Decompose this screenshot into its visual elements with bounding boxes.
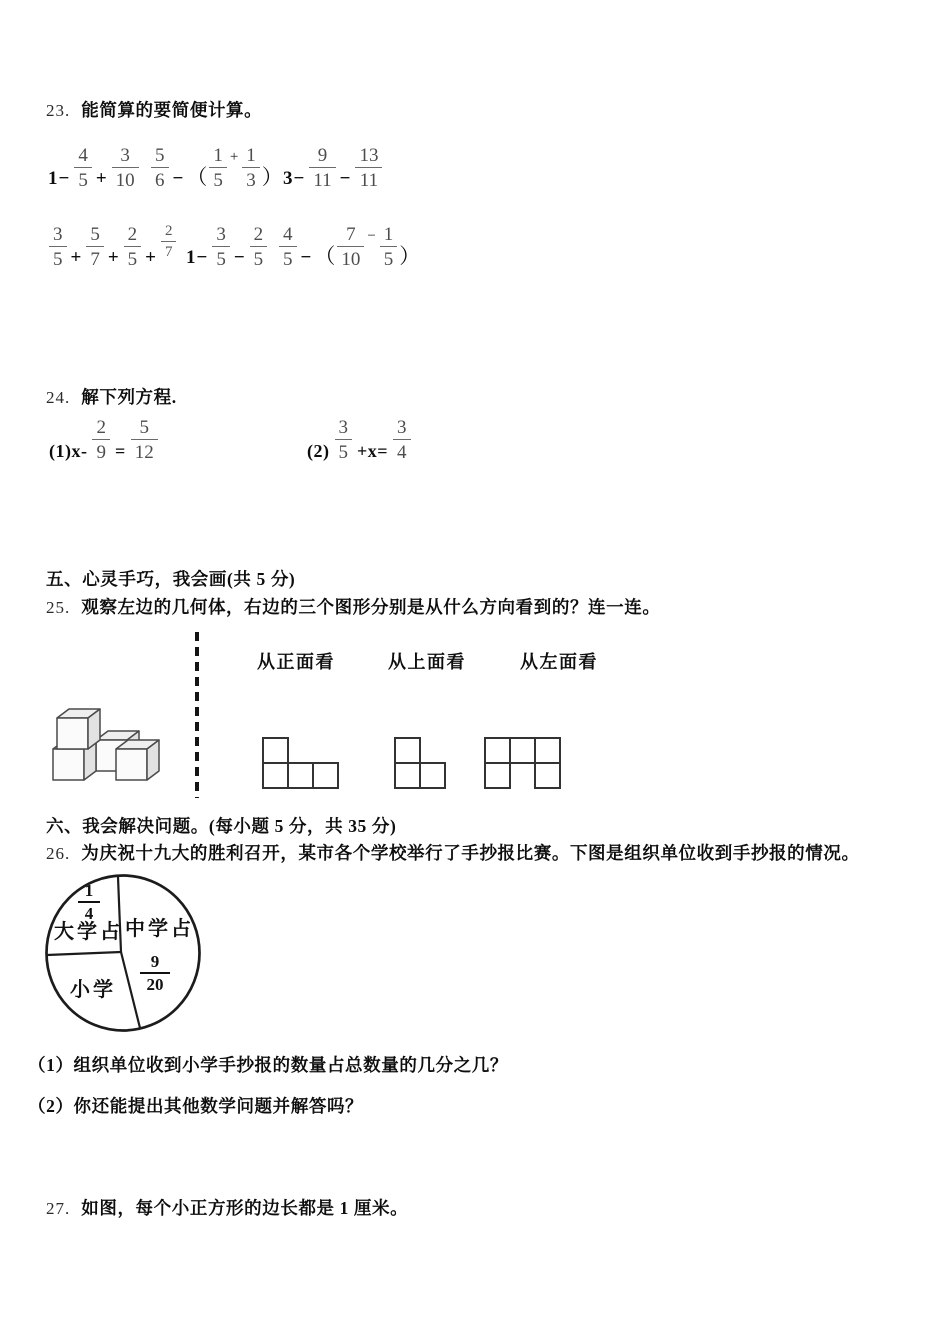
fraction-numerator: 1 (246, 145, 256, 166)
math-token: ） (261, 165, 283, 189)
fraction-denominator: 10 (341, 249, 361, 270)
view-grid-cell (484, 762, 511, 789)
fraction (309, 146, 335, 190)
view-label-top: 从上面看 (388, 652, 466, 672)
math-token: （ (186, 165, 208, 189)
fraction-denominator: 4 (397, 442, 407, 463)
view-grid-cell (262, 762, 289, 789)
view-grid-cell (262, 737, 289, 764)
question-26-sub1-text: （1）组织单位收到小学手抄报的数量占总数量的几分之几？ (28, 1055, 508, 1075)
fraction (355, 146, 382, 190)
fraction-numerator: 3 (397, 417, 407, 438)
question-26-number: 26. (46, 844, 71, 863)
fraction (74, 146, 92, 190)
pie-chart-outline (45, 874, 202, 1032)
view-grid-cell (419, 762, 446, 789)
fraction (279, 225, 297, 269)
fraction-denominator: 5 (338, 442, 348, 463)
question-26-sub1 (28, 1052, 508, 1077)
math-token: （ (314, 244, 336, 268)
fraction-numerator: 5 (155, 145, 165, 166)
pie-fraction-middle-school (140, 953, 170, 993)
fraction (242, 146, 260, 190)
fraction (131, 418, 158, 462)
fraction (209, 146, 227, 190)
view-grid-cell (509, 737, 536, 764)
math-token: + (229, 149, 240, 165)
expression-1 (46, 140, 141, 190)
fraction (86, 225, 104, 269)
math-token: + (95, 168, 108, 189)
math-token: ） (399, 244, 421, 268)
pie-fraction-university (78, 882, 100, 922)
view-grid-top (394, 737, 446, 789)
math-token: 3− (283, 168, 306, 189)
fraction-denominator: 5 (78, 170, 88, 191)
pie-label-primary-school: 小学 (70, 979, 116, 1001)
question-23-heading (46, 97, 262, 122)
fraction-numerator: 5 (139, 417, 149, 438)
fraction-numerator: 3 (53, 224, 63, 245)
fraction-denominator: 5 (253, 249, 264, 270)
expression-6 (277, 219, 420, 269)
question-26-sub2-text: （2）你还能提出其他数学问题并解答吗？ (28, 1096, 364, 1116)
question-26-heading (46, 840, 860, 865)
expression-4 (47, 219, 178, 269)
section-5-heading (46, 566, 295, 591)
cube-solid-figure (50, 697, 162, 789)
view-grid-empty-cell (509, 762, 536, 789)
view-grid-row (394, 737, 446, 764)
fraction (124, 225, 142, 269)
fraction-numerator: 2 (127, 224, 138, 245)
view-grid-row (262, 737, 339, 764)
view-grid-front (262, 737, 339, 789)
expression-2 (149, 140, 283, 190)
fraction-denominator: 20 (146, 975, 164, 994)
view-grid-row (484, 762, 561, 789)
view-grid-cell (312, 762, 339, 789)
fraction-numerator: 4 (283, 224, 293, 245)
math-token: − (367, 228, 377, 244)
fraction (380, 225, 398, 269)
question-24-title: 解下列方程. (81, 387, 177, 407)
math-token: + (70, 247, 83, 268)
pie-label-university: 大学占 (54, 921, 123, 943)
view-grid-empty-cell (419, 737, 446, 764)
fraction-denominator: 5 (283, 249, 293, 270)
fraction-numerator: 9 (150, 952, 160, 971)
expression-5 (184, 219, 269, 269)
view-grid-empty-cell (287, 737, 314, 764)
question-24-heading (46, 384, 177, 409)
equation-2 (304, 416, 413, 462)
math-token: − (300, 247, 313, 268)
view-grid-cell (534, 762, 561, 789)
math-token: 1− (186, 247, 209, 268)
fraction-denominator: 5 (53, 249, 63, 270)
fraction-numerator: 13 (359, 145, 379, 166)
expression-3 (281, 140, 384, 190)
fraction-denominator: 11 (359, 170, 379, 191)
view-grid-row (394, 762, 446, 789)
fraction-numerator: 1 (213, 145, 223, 166)
fraction (112, 146, 139, 190)
fraction-numerator: 3 (216, 224, 226, 245)
fraction-denominator: 11 (313, 170, 332, 191)
fraction (393, 418, 411, 462)
math-token: 1− (48, 168, 71, 189)
pie-label-middle-school: 中学占 (125, 918, 194, 940)
view-grid-cell (484, 737, 511, 764)
math-token: +x= (357, 441, 389, 461)
view-grid-cell (394, 762, 421, 789)
fraction-denominator: 5 (213, 170, 223, 191)
fraction-denominator: 7 (164, 244, 173, 260)
question-24-number: 24. (46, 388, 71, 407)
fraction-denominator: 5 (127, 249, 138, 270)
fraction (151, 146, 169, 190)
fraction-denominator: 4 (84, 904, 94, 923)
fraction-denominator: 9 (96, 442, 106, 463)
fraction-bar (78, 901, 100, 903)
fraction-denominator: 3 (246, 170, 256, 191)
view-grid-row (262, 762, 339, 789)
fraction-numerator: 4 (78, 145, 88, 166)
fraction-numerator: 1 (383, 224, 394, 245)
dashed-divider-line (195, 632, 199, 798)
fraction (250, 225, 268, 269)
fraction (212, 225, 230, 269)
question-27-heading (46, 1195, 408, 1220)
fraction-numerator: 1 (84, 881, 94, 900)
view-grid-row (484, 737, 561, 764)
fraction-denominator: 5 (383, 249, 394, 270)
view-grid-cell (394, 737, 421, 764)
fraction-numerator: 2 (96, 417, 106, 438)
fraction-numerator: 2 (164, 223, 173, 239)
fraction-numerator: 5 (90, 224, 100, 245)
fraction (335, 418, 353, 462)
math-token: + (145, 247, 157, 268)
math-token: (1)x- (49, 441, 88, 461)
section-5-title: 五、心灵手巧，我会画(共 5 分) (46, 569, 296, 589)
fraction-bar (140, 972, 170, 974)
question-27-title: 如图，每个小正方形的边长都是 1 厘米。 (81, 1198, 409, 1218)
math-token: − (339, 168, 352, 189)
section-6-heading (46, 813, 396, 838)
math-token: + (107, 247, 120, 268)
fraction-denominator: 5 (216, 249, 226, 270)
fraction-denominator: 7 (90, 249, 100, 270)
fraction-numerator: 9 (317, 145, 328, 166)
question-27-number: 27. (46, 1199, 71, 1218)
question-23-title: 能简算的要简便计算。 (81, 100, 263, 120)
pie-chart (45, 874, 202, 1032)
fraction (161, 224, 177, 260)
fraction-numerator: 2 (253, 224, 264, 245)
view-grid-left (484, 737, 561, 789)
question-25-heading (46, 594, 660, 619)
fraction-numerator: 7 (346, 224, 356, 245)
section-6-title: 六、我会解决问题。(每小题 5 分，共 35 分) (46, 816, 397, 836)
question-25-title: 观察左边的几何体，右边的三个图形分别是从什么方向看到的？连一连。 (81, 597, 661, 617)
fraction (92, 418, 110, 462)
view-label-front: 从正面看 (257, 652, 335, 672)
fraction (337, 225, 364, 269)
view-grid-cell (534, 737, 561, 764)
fraction-denominator: 6 (155, 170, 165, 191)
view-label-left: 从左面看 (520, 652, 598, 672)
math-token: (2) (307, 441, 330, 461)
question-26-title: 为庆祝十九大的胜利召开，某市各个学校举行了手抄报比赛。下图是组织单位收到手抄报的情况。 (81, 843, 860, 863)
question-25-number: 25. (46, 598, 71, 617)
math-token: − (233, 247, 246, 268)
question-26-sub2 (28, 1093, 363, 1118)
view-grid-empty-cell (312, 737, 339, 764)
fraction-numerator: 3 (338, 417, 348, 438)
fraction-numerator: 3 (120, 145, 130, 166)
fraction (49, 225, 67, 269)
question-23-number: 23. (46, 101, 71, 120)
equation-1 (46, 416, 160, 462)
view-grid-cell (287, 762, 314, 789)
fraction-denominator: 12 (134, 442, 154, 463)
math-token: − (172, 168, 185, 189)
math-token: = (114, 441, 126, 461)
fraction-denominator: 10 (115, 170, 135, 191)
